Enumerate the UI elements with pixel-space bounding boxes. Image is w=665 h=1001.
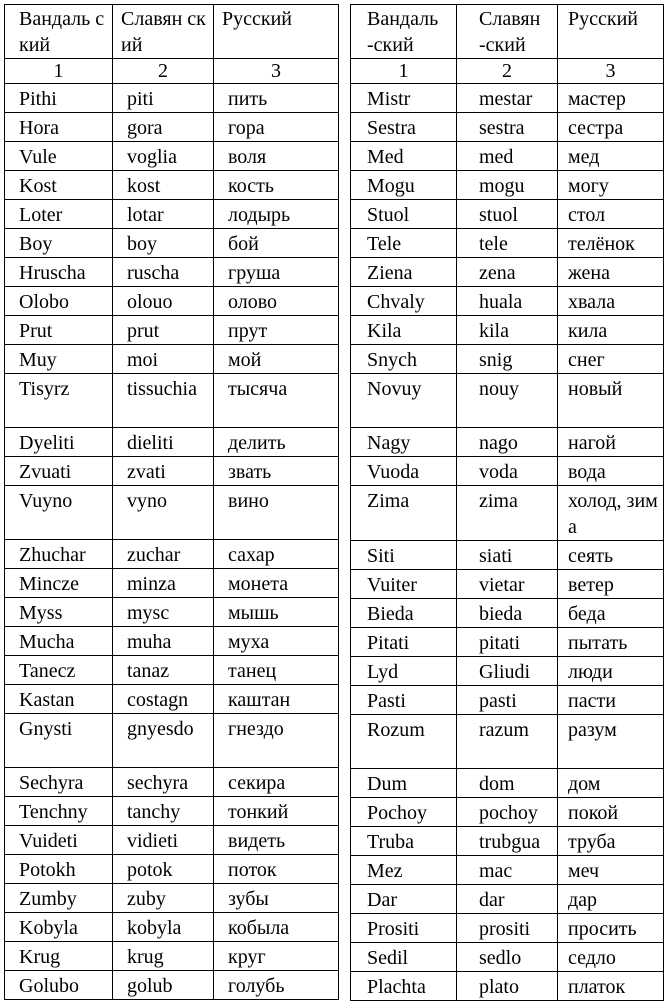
table-row <box>351 657 664 686</box>
table-row <box>351 686 664 715</box>
russian-word: гнездо <box>214 714 339 768</box>
table-row <box>351 142 664 171</box>
table-row <box>5 884 339 913</box>
table-row <box>351 229 664 258</box>
russian-word: лодырь <box>214 200 339 229</box>
slavic-word: pitati <box>457 628 558 657</box>
slavic-word: nouy <box>457 374 558 428</box>
table-row <box>5 457 339 486</box>
vandal-word: Prositi <box>351 914 457 943</box>
table-row <box>5 942 339 971</box>
table-row <box>5 229 339 258</box>
table-row <box>5 627 339 656</box>
table-row <box>5 971 339 1000</box>
vandal-word: Vuyno <box>5 486 113 540</box>
slavic-word: voda <box>457 457 558 486</box>
table-row <box>351 628 664 657</box>
slavic-word: kobyla <box>113 913 214 942</box>
vandal-word: Med <box>351 142 457 171</box>
table-row <box>351 570 664 599</box>
table-row <box>351 287 664 316</box>
russian-word: каштан <box>214 685 339 714</box>
russian-word: пить <box>214 84 339 113</box>
table-row <box>5 540 339 569</box>
table-row <box>5 171 339 200</box>
slavic-word: stuol <box>457 200 558 229</box>
slavic-word: dom <box>457 769 558 798</box>
header-russian: Русский <box>558 5 664 59</box>
slavic-word: vidieti <box>113 826 214 855</box>
russian-word: муха <box>214 627 339 656</box>
column-number: 2 <box>457 59 558 84</box>
table-row <box>5 345 339 374</box>
russian-word: нагой <box>558 428 664 457</box>
russian-word: делить <box>214 428 339 457</box>
table-row <box>351 84 664 113</box>
slavic-word: muha <box>113 627 214 656</box>
slavic-word: golub <box>113 971 214 1000</box>
slavic-word: mysc <box>113 598 214 627</box>
vandal-word: Dum <box>351 769 457 798</box>
russian-word: дар <box>558 885 664 914</box>
slavic-word: moi <box>113 345 214 374</box>
column-number: 1 <box>351 59 457 84</box>
russian-word: прут <box>214 316 339 345</box>
slavic-word: costagn <box>113 685 214 714</box>
table-row <box>351 258 664 287</box>
vandal-word: Myss <box>5 598 113 627</box>
russian-word: стол <box>558 200 664 229</box>
russian-word: круг <box>214 942 339 971</box>
table-row <box>351 486 664 541</box>
vandal-word: Novuy <box>351 374 457 428</box>
slavic-word: huala <box>457 287 558 316</box>
russian-word: телёнок <box>558 229 664 258</box>
russian-word: покой <box>558 798 664 827</box>
table-row <box>351 345 664 374</box>
slavic-word: kost <box>113 171 214 200</box>
vandal-word: Krug <box>5 942 113 971</box>
slavic-word: zvati <box>113 457 214 486</box>
vandal-word: Olobo <box>5 287 113 316</box>
slavic-word: zuchar <box>113 540 214 569</box>
slavic-word: potok <box>113 855 214 884</box>
table-row <box>5 855 339 884</box>
vandal-word: Rozum <box>351 715 457 769</box>
header-row <box>351 5 664 59</box>
column-number: 2 <box>113 59 214 84</box>
table-row <box>5 685 339 714</box>
right-table <box>350 4 664 1001</box>
table-row <box>5 598 339 627</box>
vandal-word: Sestra <box>351 113 457 142</box>
table-row <box>5 84 339 113</box>
slavic-word: zima <box>457 486 558 541</box>
vandal-word: Tenchny <box>5 797 113 826</box>
slavic-word: sechyra <box>113 768 214 797</box>
russian-word: олово <box>214 287 339 316</box>
russian-word: бой <box>214 229 339 258</box>
russian-word: пытать <box>558 628 664 657</box>
vandal-word: Zvuati <box>5 457 113 486</box>
russian-word: мышь <box>214 598 339 627</box>
table-row <box>5 656 339 685</box>
vandal-word: Snych <box>351 345 457 374</box>
header-vandal: Вандаль -ский <box>351 5 457 59</box>
russian-word: гора <box>214 113 339 142</box>
slavic-word: nago <box>457 428 558 457</box>
slavic-word: razum <box>457 715 558 769</box>
vandal-word: Tanecz <box>5 656 113 685</box>
slavic-word: pasti <box>457 686 558 715</box>
russian-word: секира <box>214 768 339 797</box>
slavic-word: tanchy <box>113 797 214 826</box>
slavic-word: ruscha <box>113 258 214 287</box>
russian-word: люди <box>558 657 664 686</box>
slavic-word: dieliti <box>113 428 214 457</box>
russian-word: кобыла <box>214 913 339 942</box>
slavic-word: bieda <box>457 599 558 628</box>
slavic-word: prositi <box>457 914 558 943</box>
slavic-word: gora <box>113 113 214 142</box>
vandal-word: Plachta <box>351 972 457 1001</box>
vandal-word: Zumby <box>5 884 113 913</box>
vandal-word: Mincze <box>5 569 113 598</box>
vandal-word: Zhuchar <box>5 540 113 569</box>
vandal-word: Nagy <box>351 428 457 457</box>
slavic-word: olouo <box>113 287 214 316</box>
vandal-word: Hora <box>5 113 113 142</box>
table-row <box>351 856 664 885</box>
table-row <box>5 797 339 826</box>
vandal-word: Bieda <box>351 599 457 628</box>
slavic-word: prut <box>113 316 214 345</box>
russian-word: труба <box>558 827 664 856</box>
table-row <box>5 428 339 457</box>
table-row <box>5 913 339 942</box>
russian-word: вино <box>214 486 339 540</box>
vandal-word: Kila <box>351 316 457 345</box>
slavic-word: siati <box>457 541 558 570</box>
vandal-word: Mucha <box>5 627 113 656</box>
vandal-word: Siti <box>351 541 457 570</box>
header-russian: Русский <box>214 5 339 59</box>
russian-word: новый <box>558 374 664 428</box>
column-number: 3 <box>214 59 339 84</box>
slavic-word: boy <box>113 229 214 258</box>
russian-word: мой <box>214 345 339 374</box>
table-row <box>351 113 664 142</box>
slavic-word: snig <box>457 345 558 374</box>
table-row <box>5 142 339 171</box>
russian-word: снег <box>558 345 664 374</box>
column-number: 1 <box>5 59 113 84</box>
table-row <box>351 457 664 486</box>
column-number: 3 <box>558 59 664 84</box>
russian-word: просить <box>558 914 664 943</box>
slavic-word: tanaz <box>113 656 214 685</box>
table-row <box>5 258 339 287</box>
slavic-word: mogu <box>457 171 558 200</box>
table-row <box>5 113 339 142</box>
vandal-word: Mogu <box>351 171 457 200</box>
russian-word: звать <box>214 457 339 486</box>
russian-word: беда <box>558 599 664 628</box>
table-row <box>5 768 339 797</box>
vandal-word: Mez <box>351 856 457 885</box>
russian-word: мед <box>558 142 664 171</box>
vandal-word: Kastan <box>5 685 113 714</box>
vandal-word: Chvaly <box>351 287 457 316</box>
slavic-word: dar <box>457 885 558 914</box>
vandal-word: Ziena <box>351 258 457 287</box>
slavic-word: zena <box>457 258 558 287</box>
vandal-word: Truba <box>351 827 457 856</box>
russian-word: ветер <box>558 570 664 599</box>
vandal-word: Pasti <box>351 686 457 715</box>
table-row <box>5 826 339 855</box>
russian-word: сеять <box>558 541 664 570</box>
vandal-word: Mistr <box>351 84 457 113</box>
vandal-word: Stuol <box>351 200 457 229</box>
russian-word: сахар <box>214 540 339 569</box>
vandal-word: Potokh <box>5 855 113 884</box>
table-row <box>351 541 664 570</box>
slavic-word: gnyesdo <box>113 714 214 768</box>
vandal-word: Dar <box>351 885 457 914</box>
vandal-word: Vuideti <box>5 826 113 855</box>
column-number-row <box>5 59 339 84</box>
table-row <box>5 316 339 345</box>
slavic-word: voglia <box>113 142 214 171</box>
table-row <box>351 827 664 856</box>
vandal-word: Pithi <box>5 84 113 113</box>
slavic-word: vyno <box>113 486 214 540</box>
russian-word: зубы <box>214 884 339 913</box>
vandal-word: Vule <box>5 142 113 171</box>
header-slavic: Славян -ский <box>457 5 558 59</box>
russian-word: кила <box>558 316 664 345</box>
russian-word: седло <box>558 943 664 972</box>
slavic-word: kila <box>457 316 558 345</box>
russian-word: поток <box>214 855 339 884</box>
header-vandal: Вандаль ский <box>5 5 113 59</box>
column-number-row <box>351 59 664 84</box>
vandal-word: Sechyra <box>5 768 113 797</box>
russian-word: могу <box>558 171 664 200</box>
vandal-word: Muy <box>5 345 113 374</box>
russian-word: тонкий <box>214 797 339 826</box>
slavic-word: plato <box>457 972 558 1001</box>
vandal-word: Prut <box>5 316 113 345</box>
vandal-word: Pitati <box>351 628 457 657</box>
vandal-word: Dyeliti <box>5 428 113 457</box>
table-row <box>5 374 339 428</box>
russian-word: мастер <box>558 84 664 113</box>
slavic-word: mestar <box>457 84 558 113</box>
vandal-word: Lyd <box>351 657 457 686</box>
table-row <box>351 715 664 769</box>
russian-word: голубь <box>214 971 339 1000</box>
vandal-word: Sedil <box>351 943 457 972</box>
russian-word: тысяча <box>214 374 339 428</box>
vandal-word: Zima <box>351 486 457 541</box>
russian-word: пасти <box>558 686 664 715</box>
table-row <box>351 171 664 200</box>
slavic-word: med <box>457 142 558 171</box>
russian-word: меч <box>558 856 664 885</box>
vandal-word: Boy <box>5 229 113 258</box>
russian-word: груша <box>214 258 339 287</box>
russian-word: кость <box>214 171 339 200</box>
table-row <box>351 798 664 827</box>
russian-word: холод, зима <box>558 486 664 541</box>
russian-word: платок <box>558 972 664 1001</box>
table-row <box>351 200 664 229</box>
russian-word: вода <box>558 457 664 486</box>
table-row <box>5 287 339 316</box>
slavic-word: zuby <box>113 884 214 913</box>
vandal-word: Golubo <box>5 971 113 1000</box>
russian-word: танец <box>214 656 339 685</box>
left-table <box>4 4 339 1000</box>
table-row <box>351 599 664 628</box>
slavic-word: Gliudi <box>457 657 558 686</box>
vandal-word: Loter <box>5 200 113 229</box>
russian-word: монета <box>214 569 339 598</box>
vandal-word: Kost <box>5 171 113 200</box>
vandal-word: Tisyrz <box>5 374 113 428</box>
slavic-word: tissuchia <box>113 374 214 428</box>
slavic-word: piti <box>113 84 214 113</box>
russian-word: разум <box>558 715 664 769</box>
slavic-word: minza <box>113 569 214 598</box>
table-row <box>351 316 664 345</box>
vandal-word: Gnysti <box>5 714 113 768</box>
russian-word: хвала <box>558 287 664 316</box>
slavic-word: mac <box>457 856 558 885</box>
russian-word: сестра <box>558 113 664 142</box>
table-row <box>351 885 664 914</box>
slavic-word: trubgua <box>457 827 558 856</box>
table-row <box>5 714 339 768</box>
russian-word: видеть <box>214 826 339 855</box>
vandal-word: Pochoy <box>351 798 457 827</box>
slavic-word: tele <box>457 229 558 258</box>
russian-word: дом <box>558 769 664 798</box>
table-row <box>351 374 664 428</box>
table-row <box>351 943 664 972</box>
vandal-word: Hruscha <box>5 258 113 287</box>
slavic-word: sedlo <box>457 943 558 972</box>
slavic-word: vietar <box>457 570 558 599</box>
header-row <box>5 5 339 59</box>
table-row <box>5 200 339 229</box>
russian-word: жена <box>558 258 664 287</box>
header-slavic: Славян ский <box>113 5 214 59</box>
table-row <box>351 914 664 943</box>
table-row <box>5 569 339 598</box>
table-row <box>351 769 664 798</box>
vandal-word: Vuiter <box>351 570 457 599</box>
slavic-word: sestra <box>457 113 558 142</box>
vandal-word: Tele <box>351 229 457 258</box>
vandal-word: Vuoda <box>351 457 457 486</box>
slavic-word: lotar <box>113 200 214 229</box>
table-row <box>5 486 339 540</box>
vandal-word: Kobyla <box>5 913 113 942</box>
russian-word: воля <box>214 142 339 171</box>
slavic-word: krug <box>113 942 214 971</box>
table-row <box>351 428 664 457</box>
slavic-word: pochoy <box>457 798 558 827</box>
